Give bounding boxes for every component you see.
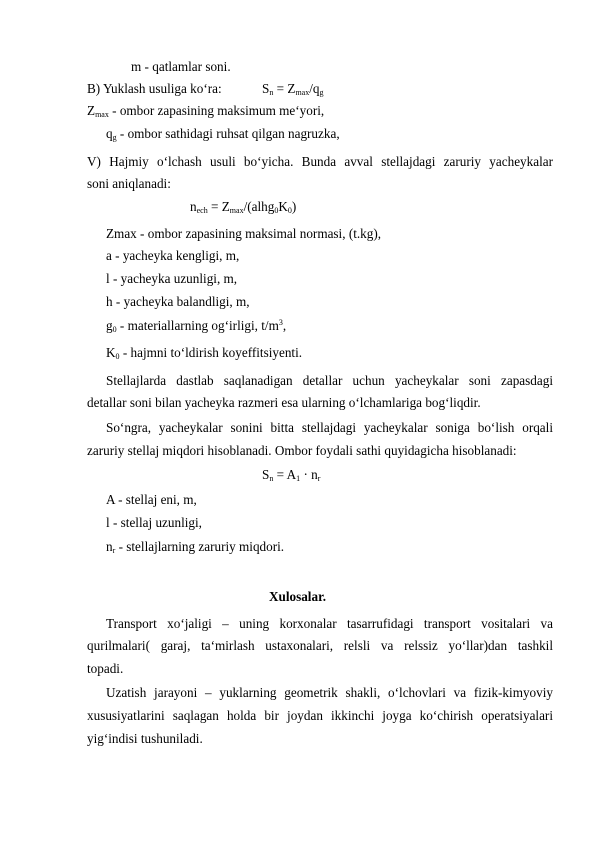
conclusion-p2-line1: Uzatish jarayoni – yuklarning geometrik shakli, o‘lchovlari va fizik-kimyoviy: [106, 685, 553, 700]
formula-sn-loading: $S_n = Z_{max}/q_g$: [262, 81, 324, 97]
text-line-loading-method: B) Yuklash usuliga ko‘ra:: [87, 81, 222, 96]
def-zmax: $Z_{max}$ - ombor zapasining maksimum me‘yori,: [87, 103, 325, 119]
text-line-layers: m - qatlamlar soni.: [131, 59, 231, 74]
conclusion-p1-line2: qurilmalari( garaj, ta‘mirlash ustaxonalari, relsli va relssiz yo‘llar)dan tashkil: [87, 638, 553, 653]
paragraph-stellaj-1: Stellajlarda dastlab saqlanadigan detallar uchun yacheykalar soni zapasdagi: [106, 373, 553, 388]
paragraph-volume-method: V) Hajmiy o‘lchash usuli bo‘yicha. Bunda avval stellajdagi zaruriy yacheykalar: [87, 154, 553, 169]
paragraph-stellaj-1-end: detallar soni bilan yacheyka razmeri esa ularning o‘lchamlariga bog‘liqdir.: [87, 395, 481, 410]
def-k0: $K_0$ - hajmni to‘ldirish koyeffitsiyenti.: [106, 345, 303, 361]
paragraph-volume-method-end: soni aniqlanadi:: [87, 176, 171, 191]
paragraph-stellaj-2-end: zaruriy stellaj miqdori hisoblanadi. Ombor foydali sathi quyidagicha hisoblanadi:: [87, 443, 517, 458]
conclusion-p1-line3: topadi.: [87, 661, 124, 676]
formula-sn-area: $S_n = A_1 \cdot n_r$: [262, 467, 321, 483]
def-zmax-norm: Zmax - ombor zapasining maksimal normasi, (t.kg),: [106, 226, 382, 241]
conclusion-p2-line3: yig‘indisi tushuniladi.: [87, 731, 203, 746]
section-heading-conclusions: Xulosalar.: [268, 589, 327, 604]
def-stellaj-eni: A - stellaj eni, m,: [106, 492, 197, 507]
def-g0: $g_0$ - materiallarning og‘irligi, $t/m^3$,: [106, 318, 287, 334]
paragraph-stellaj-2: So‘ngra, yacheykalar sonini bitta stellajdagi yacheykalar soniga bo‘lish orqali: [106, 420, 553, 435]
def-nr: $n_r$ - stellajlarning zaruriy miqdori.: [106, 539, 285, 555]
def-stellaj-uzunligi: l - stellaj uzunligi,: [106, 515, 202, 530]
def-a: a - yacheyka kengligi, m,: [106, 248, 240, 263]
def-l: l - yacheyka uzunligi, m,: [106, 271, 238, 286]
conclusion-p1-line1: Transport xo‘jaligi – uning korxonalar tasarrufidagi transport vositalari va: [106, 616, 553, 631]
def-h: h - yacheyka balandligi, m,: [106, 294, 250, 309]
conclusion-p2-line2: xususiyatlarini saqlagan holda bir joydan ikkinchi joyga ko‘chirish operatsiyalari: [87, 708, 553, 723]
def-qg: $q_g$ - ombor sathidagi ruhsat qilgan nagruzka,: [106, 126, 340, 142]
formula-nech: $n_{ech}$ = $Z_{max}/(alhg_0K_0)$: [190, 199, 297, 215]
